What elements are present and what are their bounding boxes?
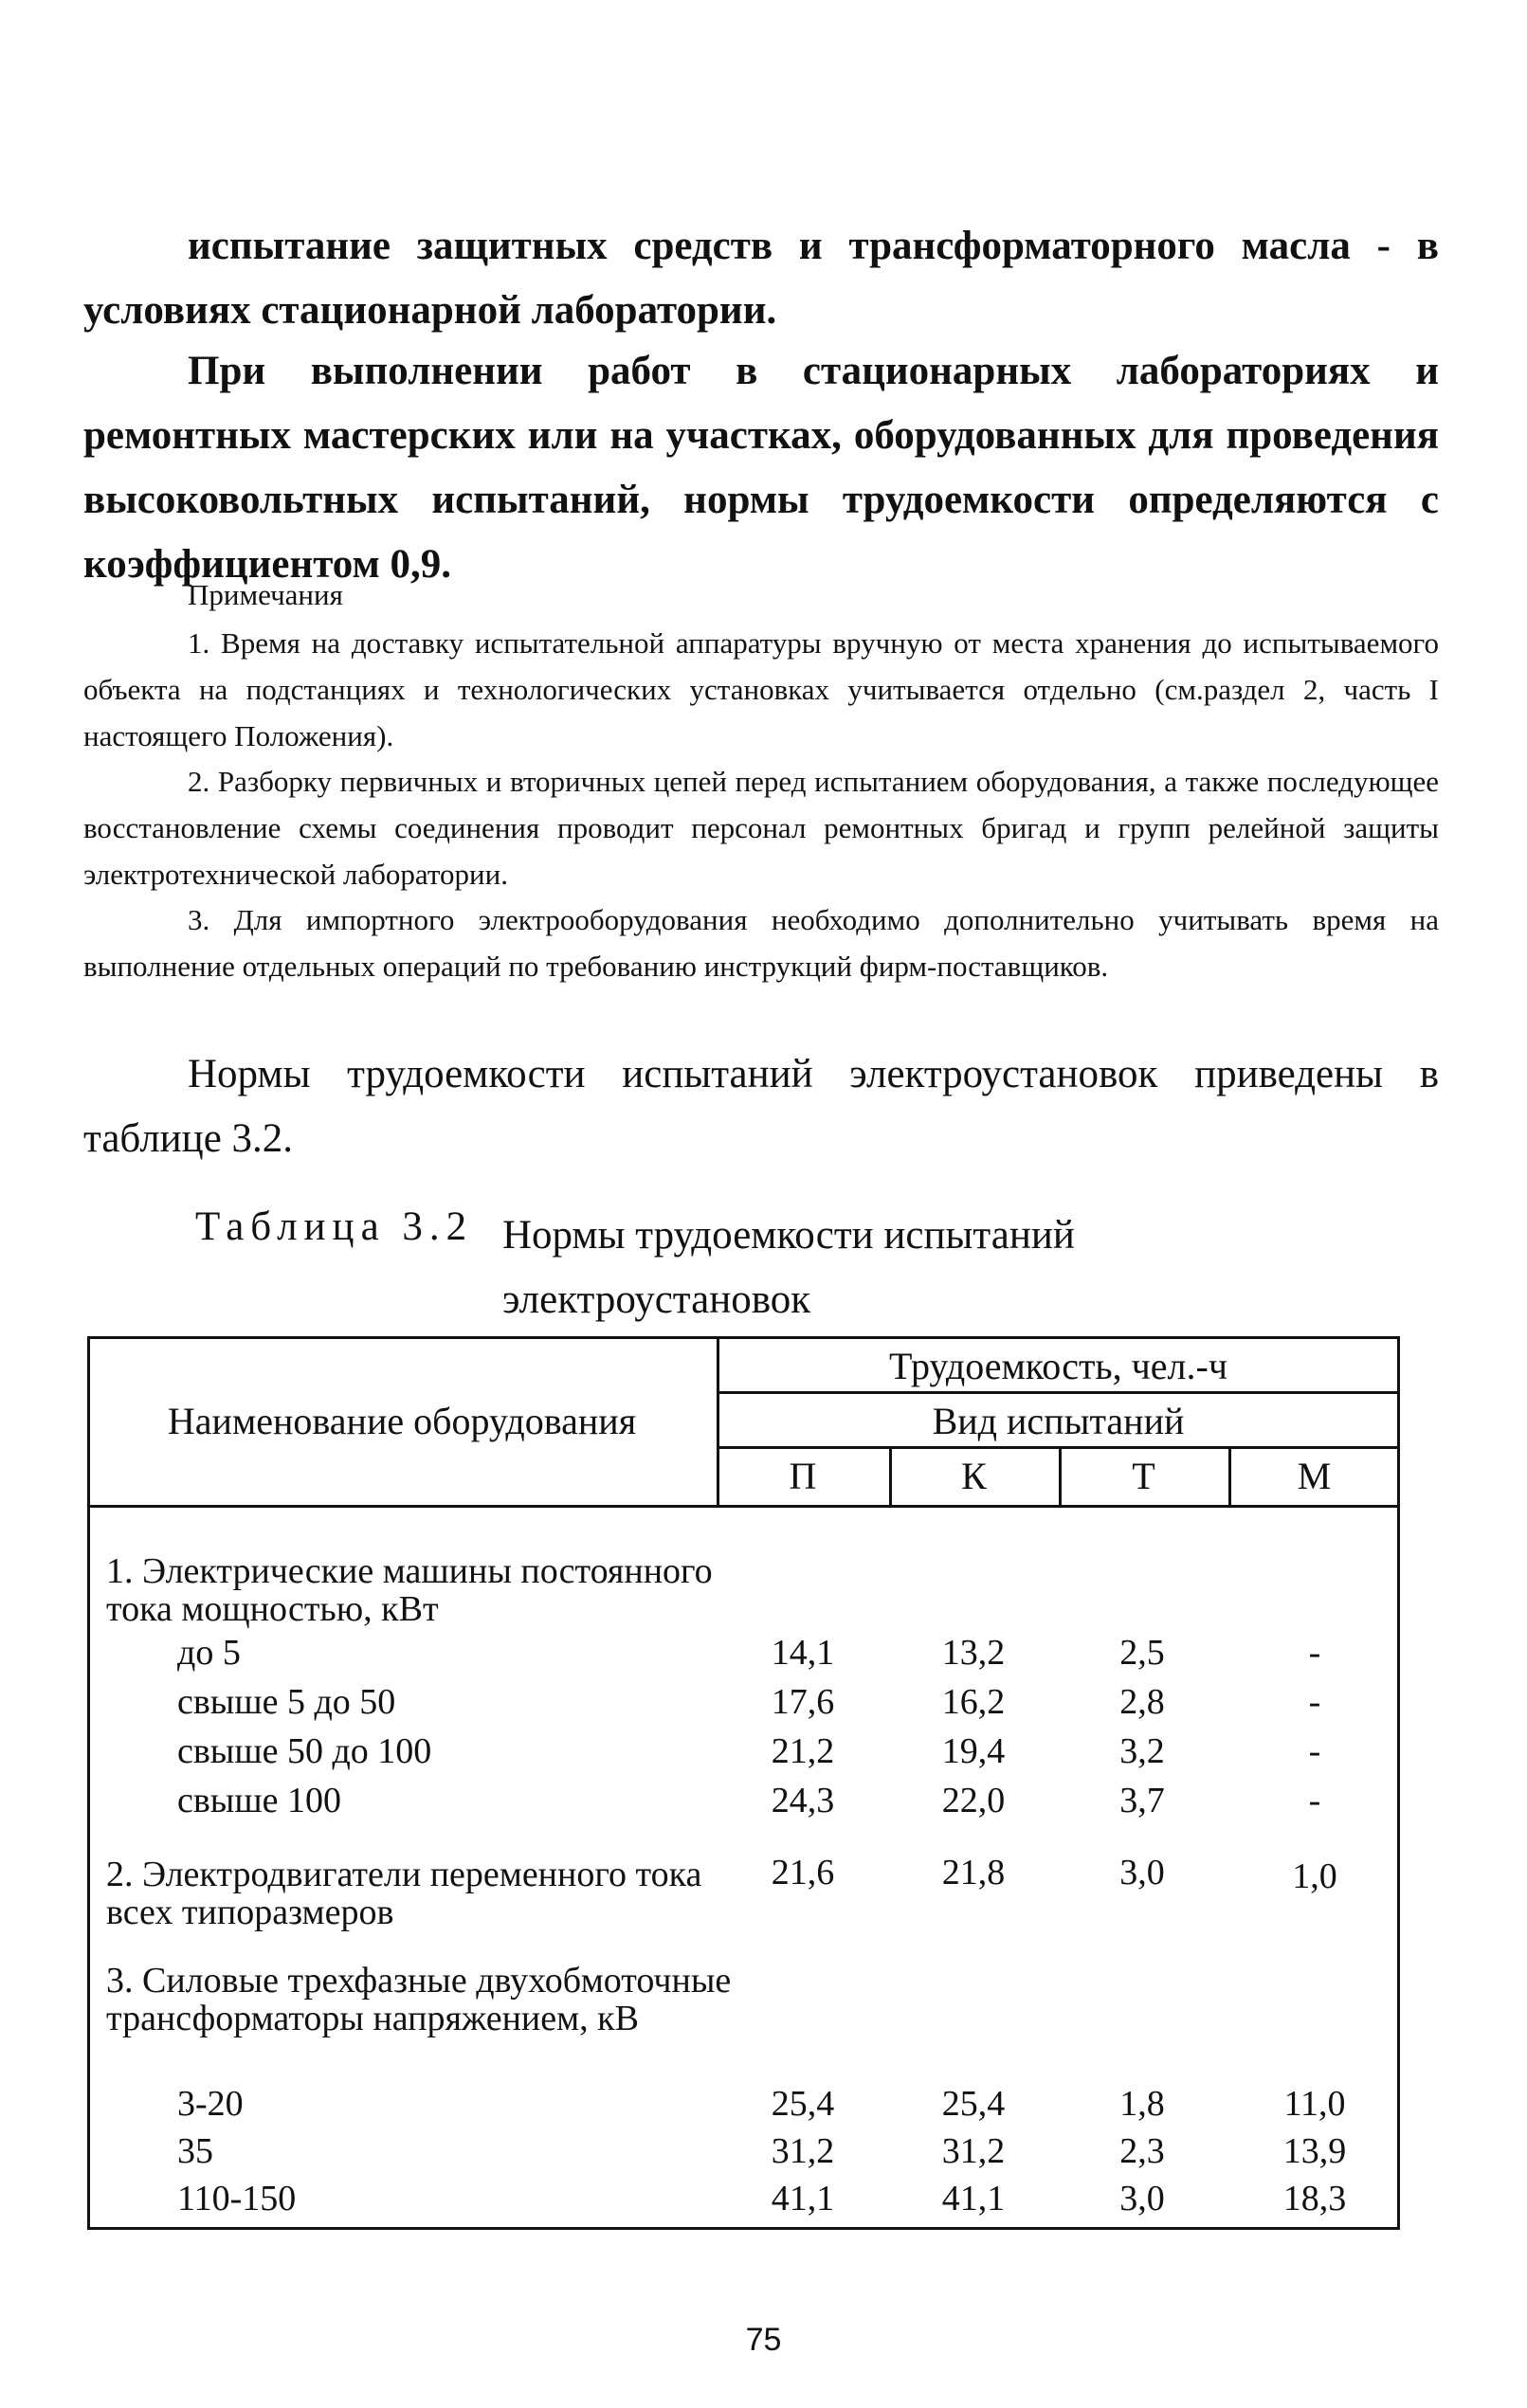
note-2: [83, 758, 1439, 897]
paragraph-1: [83, 214, 1439, 343]
group-3-row-1-m: 11,0: [1283, 2084, 1346, 2124]
group-3-row-2-name: 35: [177, 2131, 213, 2171]
header-col-m: М: [1297, 1455, 1332, 1497]
group-1-row-4-t: 3,7: [1119, 1781, 1165, 1820]
group-3-row-3-p: 41,1: [771, 2179, 835, 2218]
group-1-row-1-k: 13,2: [941, 1633, 1006, 1673]
paragraph-2: [83, 339, 1439, 597]
group-1-row-2-p: 17,6: [771, 1682, 835, 1722]
notes-heading: Примечания: [188, 578, 343, 611]
header-test-type: Вид испытаний: [932, 1400, 1185, 1442]
group-1-row-3-t: 3,2: [1119, 1731, 1165, 1771]
header-equipment: Наименование оборудования: [167, 1400, 637, 1442]
group-2-m: 1,0: [1292, 1856, 1337, 1896]
group-1-row-4-k: 22,0: [941, 1781, 1006, 1820]
table-caption-label: Таблица 3.2: [195, 1204, 474, 1249]
group-3-row-1-t: 1,8: [1119, 2084, 1165, 2124]
group-1-row-2-t: 2,8: [1119, 1682, 1165, 1722]
note-3-text: 3. Для импортного электрооборудования необходимо дополнительно учитывать время на выполнение отдельных операций по требованию инструкций фирм-поставщиков.: [83, 903, 1439, 983]
paragraph-3: [83, 1042, 1439, 1171]
group-2-p: 21,6: [771, 1853, 835, 1892]
header-col-t: Т: [1132, 1455, 1155, 1497]
group-2-k: 21,8: [941, 1853, 1006, 1892]
group-1-row-4-name: свыше 100: [177, 1781, 341, 1820]
header-col-p: П: [789, 1455, 817, 1497]
paragraph-3-text: Нормы трудоемкости испытаний электроустановок приведены в таблице 3.2.: [83, 1052, 1439, 1161]
header-col-k: К: [961, 1455, 987, 1497]
note-2-text: 2. Разборку первичных и вторичных цепей перед испытанием оборудования, а также последующее восстановление схемы соединения проводит персонал ремонтных бригад и групп релейной защиты электротехнической лаборатории.: [83, 765, 1439, 891]
group-3-row-3-t: 3,0: [1119, 2179, 1165, 2218]
group-3-row-2-p: 31,2: [771, 2131, 835, 2171]
header-labor-underline: [717, 1391, 1400, 1394]
group-3-row-3-m: 18,3: [1282, 2179, 1347, 2218]
table-bottom-border: [87, 2227, 1400, 2230]
labor-norms-table: [87, 1336, 1400, 2231]
table-top-border: [87, 1336, 1400, 1339]
paragraph-2-text: При выполнении работ в стационарных лабораториях и ремонтных мастерских или на участках, оборудованных для проведения высоковольтных испытаний, нормы трудоемкости определяются с коэффициентом 0,9.: [83, 349, 1439, 587]
group-2-title: 2. Электродвигатели переменного тока всех типоразмеров: [106, 1855, 702, 1932]
group-3-row-2-k: 31,2: [941, 2131, 1006, 2171]
group-3-row-1-p: 25,4: [771, 2084, 835, 2124]
group-3-row-2-t: 2,3: [1119, 2131, 1165, 2171]
group-1-row-1-t: 2,5: [1119, 1633, 1165, 1673]
group-1-row-4-m: -: [1308, 1781, 1321, 1820]
group-1-row-1-p: 14,1: [771, 1633, 835, 1673]
note-3: [83, 896, 1439, 989]
table-caption-title: Нормы трудоемкости испытаний электроустановок: [502, 1213, 1075, 1322]
group-3-row-1-k: 25,4: [941, 2084, 1006, 2124]
header-labor: Трудоемкость, чел.-ч: [889, 1345, 1227, 1387]
group-1-row-2-name: свыше 5 до 50: [177, 1682, 396, 1722]
note-1-text: 1. Время на доставку испытательной аппаратуры вручную от места хранения до испытываемого объекта на подстанциях и технологических установках учитывается отдельно (см.раздел 2, часть I настоящего Положения).: [83, 626, 1439, 752]
group-1-row-3-k: 19,4: [941, 1731, 1006, 1771]
group-1-row-1-m: -: [1308, 1633, 1321, 1673]
group-2-t: 3,0: [1119, 1853, 1165, 1892]
group-1-row-3-name: свыше 50 до 100: [177, 1731, 432, 1771]
group-1-row-2-m: -: [1308, 1682, 1321, 1722]
group-1-title: 1. Электрические машины постоянного тока мощностью, кВт: [106, 1551, 713, 1629]
table-header-bottom-border: [87, 1505, 1400, 1508]
group-3-row-3-name: 110-150: [177, 2179, 297, 2218]
group-1-row-3-p: 21,2: [771, 1731, 835, 1771]
group-1-row-3-m: -: [1308, 1731, 1321, 1771]
table-left-border: [87, 1336, 90, 2230]
page-number: 75: [745, 2322, 782, 2358]
group-3-title: 3. Силовые трехфазные двухобмоточные трансформаторы напряжением, кВ: [106, 1961, 732, 2038]
group-1-row-4-p: 24,3: [771, 1781, 835, 1820]
group-3-row-2-m: 13,9: [1282, 2131, 1347, 2171]
group-1-row-2-k: 16,2: [941, 1682, 1006, 1722]
note-1: [83, 620, 1439, 759]
group-1-row-1-name: до 5: [177, 1633, 241, 1673]
group-3-row-1-name: 3-20: [177, 2084, 244, 2124]
group-3-row-3-k: 41,1: [941, 2179, 1006, 2218]
paragraph-1-text: испытание защитных средств и трансформаторного масла - в условиях стационарной лаборатории.: [83, 224, 1439, 333]
